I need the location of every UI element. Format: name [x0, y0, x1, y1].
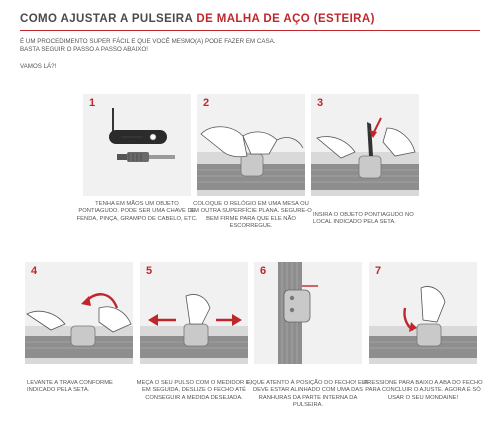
tools-icon: [83, 94, 191, 196]
step-number: 5: [146, 265, 153, 277]
step-1-illustration: [83, 94, 191, 196]
step-6-illustration: [254, 262, 362, 364]
step-number: 4: [31, 265, 38, 277]
hand-watch-icon: [197, 94, 305, 196]
step-2-illustration: [197, 94, 305, 196]
step-2-caption: COLOQUE O RELÓGIO EM UMA MESA OU EM OUTRA SUPERFÍCIE PLANA. SEGURE-O BEM FIRME PARA QUE ELE NÃO ESCORREGUE.: [190, 201, 312, 230]
step-number: 1: [89, 97, 96, 109]
step-number: 3: [317, 97, 324, 109]
step-number: 7: [375, 265, 382, 277]
step-3-illustration: [311, 94, 419, 196]
intro-text: [20, 38, 275, 71]
step-number: 6: [260, 265, 267, 277]
lift-latch-icon: [25, 262, 133, 364]
title-prefix: COMO AJUSTAR A PULSEIRA: [20, 13, 197, 25]
step-5-illustration: [140, 262, 248, 364]
step-4-caption: LEVANTE A TRAVA CONFORME INDICADO PELA SETA.: [27, 380, 113, 394]
step-4-illustration: [25, 262, 133, 364]
slide-clasp-icon: [140, 262, 248, 364]
clasp-alignment-icon: [254, 262, 362, 364]
intro-line-1: É UM PROCEDIMENTO SUPER FÁCIL E QUE VOCÊ MESMO(A) PODE FAZER EM CASA.: [20, 38, 276, 45]
page-title: [20, 13, 375, 25]
step-3-caption: INSIRA O OBJETO PONTIAGUDO NO LOCAL INDICADO PELA SETA.: [313, 212, 414, 226]
intro-line-3: VAMOS LÁ?!: [20, 62, 57, 70]
insert-tool-icon: [311, 94, 419, 196]
step-1-caption: TENHA EM MÃOS UM OBJETO PONTIAGUDO. PODE SER UMA CHAVE DE FENDA, PINÇA, GRAMPO DE CABELO, ETC.: [76, 201, 198, 222]
press-clasp-icon: [369, 262, 477, 364]
step-6-caption: FIQUE ATENTO À POSIÇÃO DO FECHO! ELE DEVE ESTAR ALINHADO COM UMA DAS RANHURAS DA PARTE INTERNA DA PULSEIRA.: [247, 380, 369, 409]
step-7-illustration: [369, 262, 477, 364]
step-number: 2: [203, 97, 210, 109]
step-5-caption: MEÇA O SEU PULSO COM O MEDIDOR E, EM SEGUIDA, DESLIZE O FECHO ATÉ CONSEGUIR A MEDIDA DESEJADA.: [136, 380, 252, 401]
title-accent: DE MALHA DE AÇO (ESTEIRA): [196, 13, 375, 25]
title-divider: [20, 30, 480, 31]
intro-line-2: BASTA SEGUIR O PASSO A PASSO ABAIXO!: [20, 46, 148, 54]
step-7-caption: PRESSIONE PARA BAIXO A ABA DO FECHO PARA CONCLUIR O AJUSTE. AGORA É SÓ USAR O SEU MONDAINE!: [363, 380, 483, 401]
